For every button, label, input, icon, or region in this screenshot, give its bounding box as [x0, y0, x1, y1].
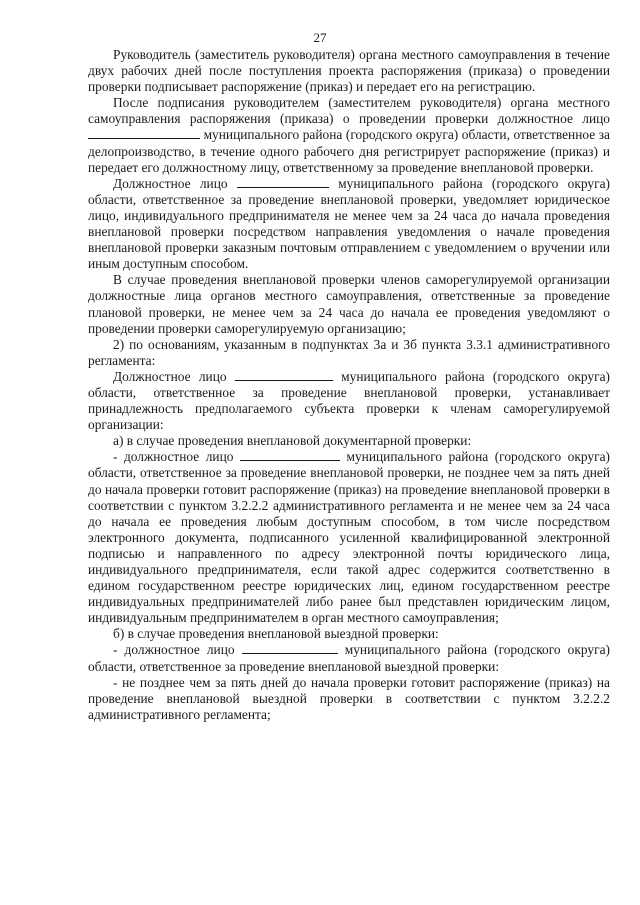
paragraph-11: - не позднее чем за пять дней до начала проверки готовит распоряжение (приказ) на проведение внеплановой выездной проверки в соответствии с пунктом 3.2.2.2 административного регламента; [88, 674, 610, 722]
paragraph-10 [88, 642, 610, 674]
paragraph-3-text-b: муниципального района (городского округа) области, ответственное за проведение внеплановой проверки, уведомляет юридическое лицо, индивидуального предпринимателя не менее чем за 24 часа до начала проведения внеплановой проверки посредством направления уведомления о начале проведения внеплановой проверки заказным почтовым отправлением с уведомлением о вручении или иным доступным способом. [88, 175, 610, 272]
paragraph-2-text-a: После подписания руководителем (заместителем руководителя) органа местного самоуправления распоряжения (приказа) о проведении проверки должностное лицо [88, 95, 610, 127]
paragraph-7: а) в случае проведения внеплановой документарной проверки: [113, 433, 472, 449]
blank-line [237, 176, 329, 188]
paragraph-3-text-a: Должностное лицо [113, 175, 228, 191]
paragraph-6-text-a: Должностное лицо [113, 368, 227, 384]
paragraph-10-text-a: - должностное лицо [113, 642, 235, 658]
paragraph-2-text-b: муниципального района (городского округа) области, ответственное за делопроизводство, в течение одного рабочего дня регистрирует распоряжение (приказ) и передает его должностному лицу, ответственному за проведение внеплановой проверки. [88, 127, 610, 175]
paragraph-3 [88, 176, 610, 273]
paragraph-6-text-b: муниципального района (городского округа) области, ответственное за проведение внеплановой проверки, устанавливает принадлежность предполагаемого субъекта проверки к членам саморегулируемой организации: [88, 368, 610, 433]
paragraph-4: В случае проведения внеплановой проверки членов саморегулируемой организации должностные лица органов местного самоуправления, ответственные за проведение плановой проверки, не менее чем за 24 часа до начала ее проведения уведомляют о проведении проверки саморегулируемую организацию; [88, 272, 610, 336]
paragraph-9: б) в случае проведения внеплановой выездной проверки: [113, 626, 439, 642]
blank-line [240, 449, 340, 461]
paragraph-8 [88, 449, 610, 626]
blank-line [88, 127, 200, 139]
paragraph-1: Руководитель (заместитель руководителя) органа местного самоуправления в течение двух рабочих дней после поступления проекта распоряжения (приказа) о проведении проверки подписывает распоряжение (приказ) и передает его на регистрацию. [88, 47, 610, 95]
paragraph-8-text-b: муниципального района (городского округа) области, ответственное за проведение внеплановой проверки, не позднее чем за пять дней до начала проверки готовит распоряжение (приказ) на проведение внеплановой проверки в соответствии с пунктом 3.2.2.2 административного регламента и не менее чем за 24 часа до начала ее проведения любым доступным способом, в том числе посредством электронного документа, подписанного усиленной квалифицированной электронной подписью и направленного по адресу электронной почты юридического лица, индивидуального предпринимателя, если такой адрес содержится соответственно в едином государственном реестре юридических лиц, едином государственном реестре индивидуальных предпринимателей либо ранее был представлен юридическим лицом, индивидуальным предпринимателем в орган местного самоуправления; [88, 449, 610, 626]
blank-line [235, 369, 333, 381]
blank-line [242, 642, 338, 654]
paragraph-10-text-b: муниципального района (городского округа) области, ответственное за проведение внеплановой выездной проверки: [88, 642, 610, 674]
page-number: 27 [313, 30, 327, 45]
paragraph-8-text-a: - должностное лицо [113, 449, 234, 465]
document-body [88, 47, 610, 723]
paragraph-6 [88, 369, 610, 433]
paragraph-2 [88, 95, 610, 175]
paragraph-5: 2) по основаниям, указанным в подпунктах 3а и 3б пункта 3.3.1 административного регламента: [88, 336, 610, 368]
